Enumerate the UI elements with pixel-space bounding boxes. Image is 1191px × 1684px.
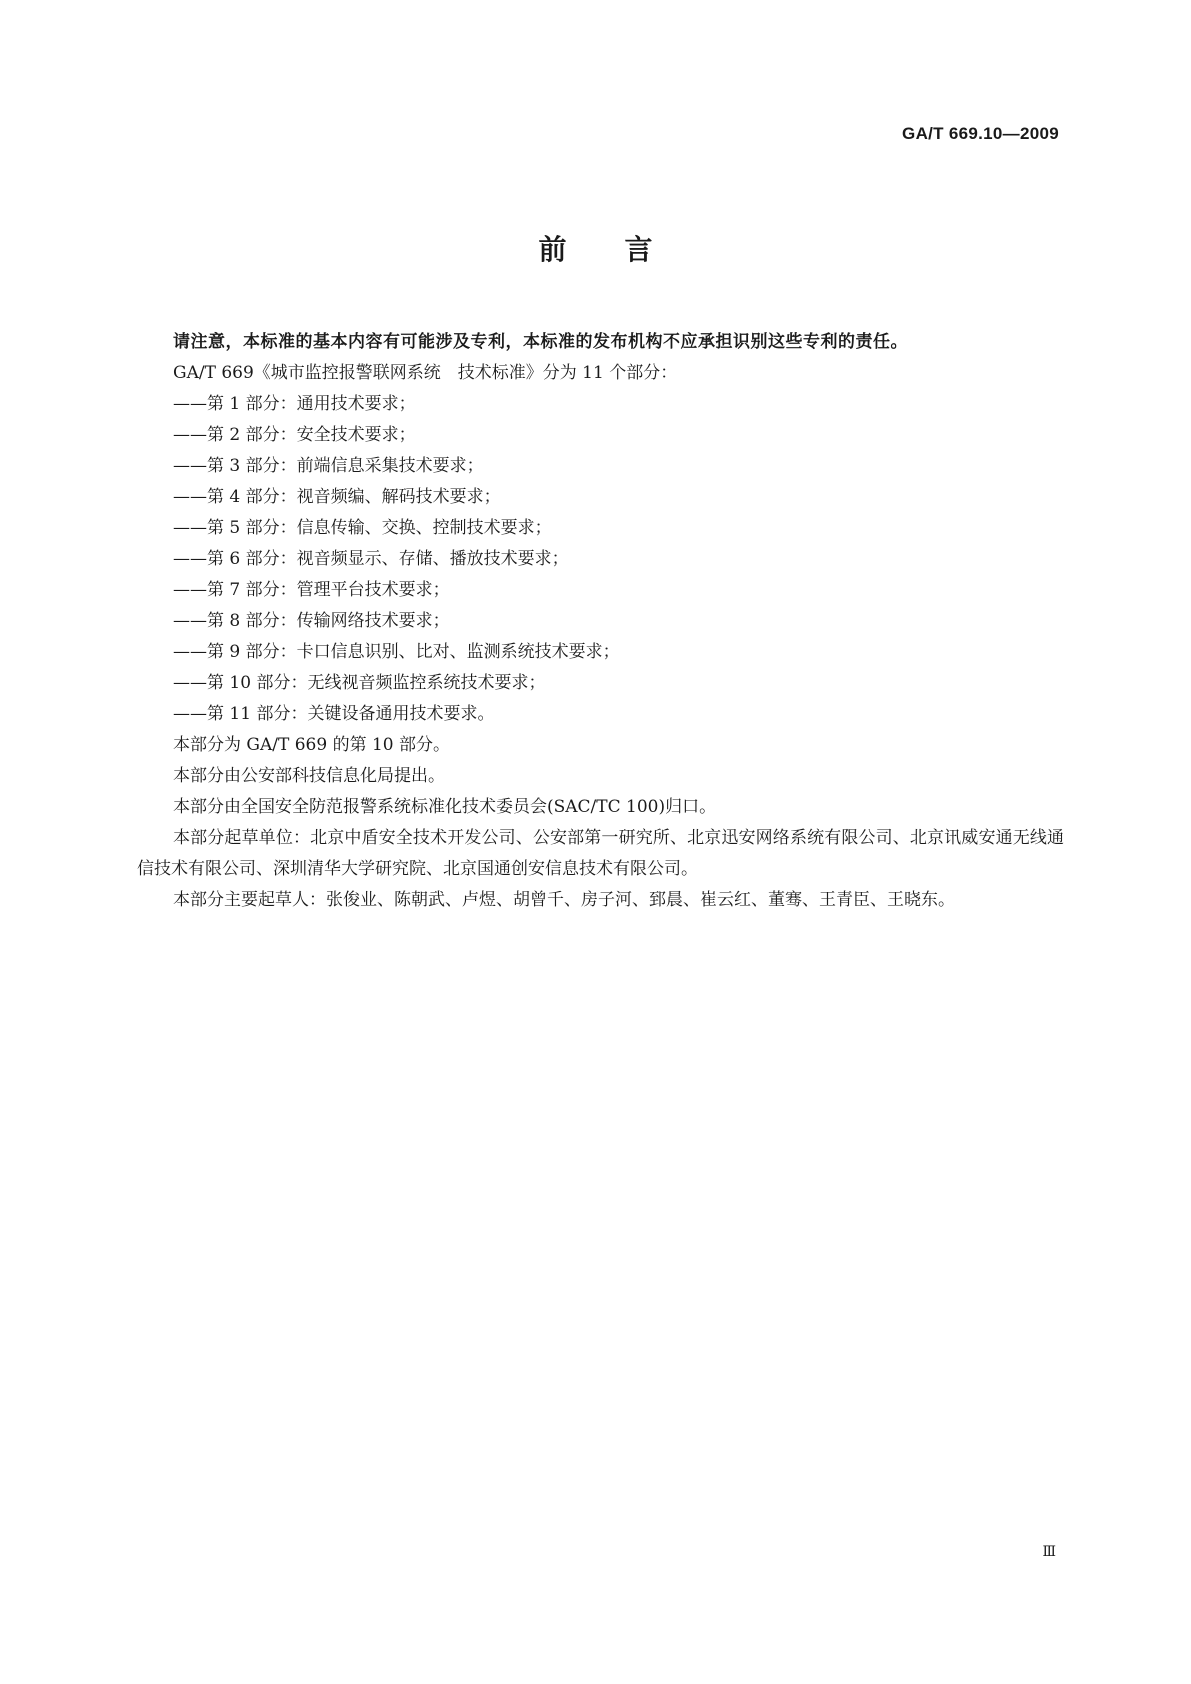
list-item: ——第 5 部分：信息传输、交换、控制技术要求； [173,518,552,538]
foreword-body [137,327,1064,916]
list-item: ——第 8 部分：传输网络技术要求； [173,611,450,631]
page-number: Ⅲ [1042,1544,1055,1560]
list-item: ——第 4 部分：视音频编、解码技术要求； [173,487,501,507]
centralized-by-paragraph: 本部分由全国安全防范报警系统标准化技术委员会(SAC/TC 100)归口。 [173,797,717,817]
list-item: ——第 1 部分：通用技术要求； [173,394,416,414]
list-item: ——第 11 部分：关键设备通用技术要求。 [173,704,495,724]
intro-paragraph: GA/T 669《城市监控报警联网系统 技术标准》分为 11 个部分： [173,363,678,383]
proposed-by-paragraph: 本部分由公安部科技信息化局提出。 [173,766,445,786]
list-item: ——第 10 部分：无线视音频监控系统技术要求； [173,673,546,693]
patent-notice: 请注意，本标准的基本内容有可能涉及专利，本标准的发布机构不应承担识别这些专利的责任。 [173,332,908,352]
list-item: ——第 7 部分：管理平台技术要求； [173,580,450,600]
list-item: ——第 9 部分：卡口信息识别、比对、监测系统技术要求； [173,642,620,662]
list-item: ——第 2 部分：安全技术要求； [173,425,416,445]
parts-list [137,389,1064,730]
list-item: ——第 3 部分：前端信息采集技术要求； [173,456,484,476]
page-title: 前言 [538,233,711,266]
this-part-paragraph: 本部分为 GA/T 669 的第 10 部分。 [173,735,451,755]
drafters-paragraph: 本部分主要起草人：张俊业、陈朝武、卢煜、胡曾千、房子河、郅晨、崔云红、董骞、王青臣、王晓东。 [173,890,955,910]
standard-code: GA/T 669.10—2009 [902,124,1059,143]
drafting-units-paragraph: 本部分起草单位：北京中盾安全技术开发公司、公安部第一研究所、北京迅安网络系统有限公司、北京讯威安通无线通信技术有限公司、深圳清华大学研究院、北京国通创安信息技术有限公司。 [137,828,1064,879]
list-item: ——第 6 部分：视音频显示、存储、播放技术要求； [173,549,569,569]
